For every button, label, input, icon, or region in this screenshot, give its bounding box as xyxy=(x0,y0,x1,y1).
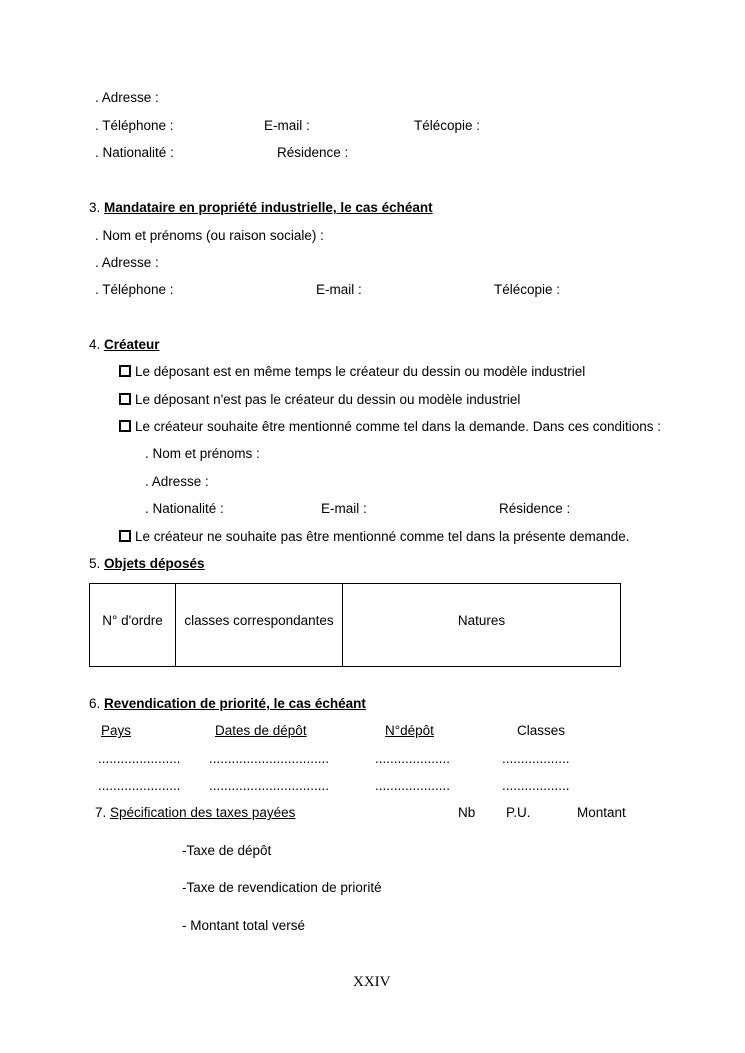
fee-item-filing: -Taxe de dépôt xyxy=(182,843,272,858)
priority-row-1-classes: .................. xyxy=(502,751,570,766)
fee-item-priority: -Taxe de revendication de priorité xyxy=(182,880,382,895)
section6-title: Revendication de priorité, le cas échéant xyxy=(104,696,366,711)
creator-residence-label: Résidence : xyxy=(499,501,571,516)
column-natures: Natures xyxy=(343,584,621,667)
checkbox-icon[interactable] xyxy=(119,365,131,377)
creator-option-2-label: Le déposant n'est pas le créateur du dessin ou modèle industriel xyxy=(135,392,521,407)
creator-option-4[interactable] xyxy=(119,529,630,545)
section3-number: 3. xyxy=(89,200,101,215)
priority-row-2-classes: .................. xyxy=(502,778,570,793)
fees-col-amount: Montant xyxy=(577,805,626,820)
priority-header-classes: Classes xyxy=(517,723,566,738)
agent-name-label: . Nom et prénoms (ou raison sociale) : xyxy=(95,228,324,243)
table-row xyxy=(90,584,621,667)
section7-heading xyxy=(95,805,295,821)
section4-number: 4. xyxy=(89,337,101,352)
creator-option-3[interactable] xyxy=(119,419,661,435)
applicant-address-label: . Adresse : xyxy=(95,90,159,105)
section5-number: 5. xyxy=(89,556,101,571)
checkbox-icon[interactable] xyxy=(119,420,131,432)
priority-row-1-country: ...................... xyxy=(98,751,181,766)
priority-header-dates: Dates de dépôt xyxy=(215,723,307,738)
priority-row-2-dates: ................................ xyxy=(209,778,330,793)
section7-title: Spécification des taxes payées xyxy=(110,805,296,820)
creator-address-label: . Adresse : xyxy=(145,474,209,489)
section4-title: Créateur xyxy=(104,337,160,352)
applicant-email-label: E-mail : xyxy=(264,118,310,133)
agent-email-label: E-mail : xyxy=(316,282,362,297)
creator-nationality-label: . Nationalité : xyxy=(145,501,224,516)
creator-option-2[interactable] xyxy=(119,392,520,408)
checkbox-icon[interactable] xyxy=(119,393,131,405)
section5-title: Objets déposés xyxy=(104,556,205,571)
priority-row-2-country: ...................... xyxy=(98,778,181,793)
fees-col-unit-price: P.U. xyxy=(506,805,531,820)
section6-heading xyxy=(89,696,366,712)
column-classes: classes correspondantes xyxy=(176,584,343,667)
applicant-nationality-label: . Nationalité : xyxy=(95,145,174,160)
applicant-phone-label: . Téléphone : xyxy=(95,118,174,133)
creator-name-label: . Nom et prénoms : xyxy=(145,446,260,461)
applicant-residence-label: Résidence : xyxy=(277,145,349,160)
priority-header-number: N°dépôt xyxy=(385,723,434,738)
checkbox-icon[interactable] xyxy=(119,530,131,542)
section4-heading xyxy=(89,337,160,353)
section3-heading xyxy=(89,200,433,216)
fee-item-total: - Montant total versé xyxy=(182,918,306,933)
creator-option-1-label: Le déposant est en même temps le créateur du dessin ou modèle industriel xyxy=(135,364,586,379)
section7-number: 7. xyxy=(95,805,107,820)
creator-option-3-label: Le créateur souhaite être mentionné comme tel dans la demande. Dans ces conditions : xyxy=(135,419,662,434)
agent-phone-label: . Téléphone : xyxy=(95,282,174,297)
section5-heading xyxy=(89,556,205,572)
creator-option-1[interactable] xyxy=(119,364,585,380)
objects-table xyxy=(89,583,621,667)
priority-header-country: Pays xyxy=(101,723,132,738)
section3-title: Mandataire en propriété industrielle, le cas échéant xyxy=(104,200,433,215)
agent-address-label: . Adresse : xyxy=(95,255,159,270)
page-number: XXIV xyxy=(353,974,391,990)
agent-fax-label: Télécopie : xyxy=(494,282,561,297)
priority-row-2-number: .................... xyxy=(375,778,451,793)
applicant-fax-label: Télécopie : xyxy=(414,118,481,133)
priority-row-1-dates: ................................ xyxy=(209,751,330,766)
priority-row-1-number: .................... xyxy=(375,751,451,766)
section6-number: 6. xyxy=(89,696,101,711)
creator-email-label: E-mail : xyxy=(321,501,367,516)
creator-option-4-label: Le créateur ne souhaite pas être mentionné comme tel dans la présente demande. xyxy=(135,529,630,544)
column-order-number: N° d'ordre xyxy=(90,584,176,667)
fees-col-nb: Nb xyxy=(458,805,476,820)
